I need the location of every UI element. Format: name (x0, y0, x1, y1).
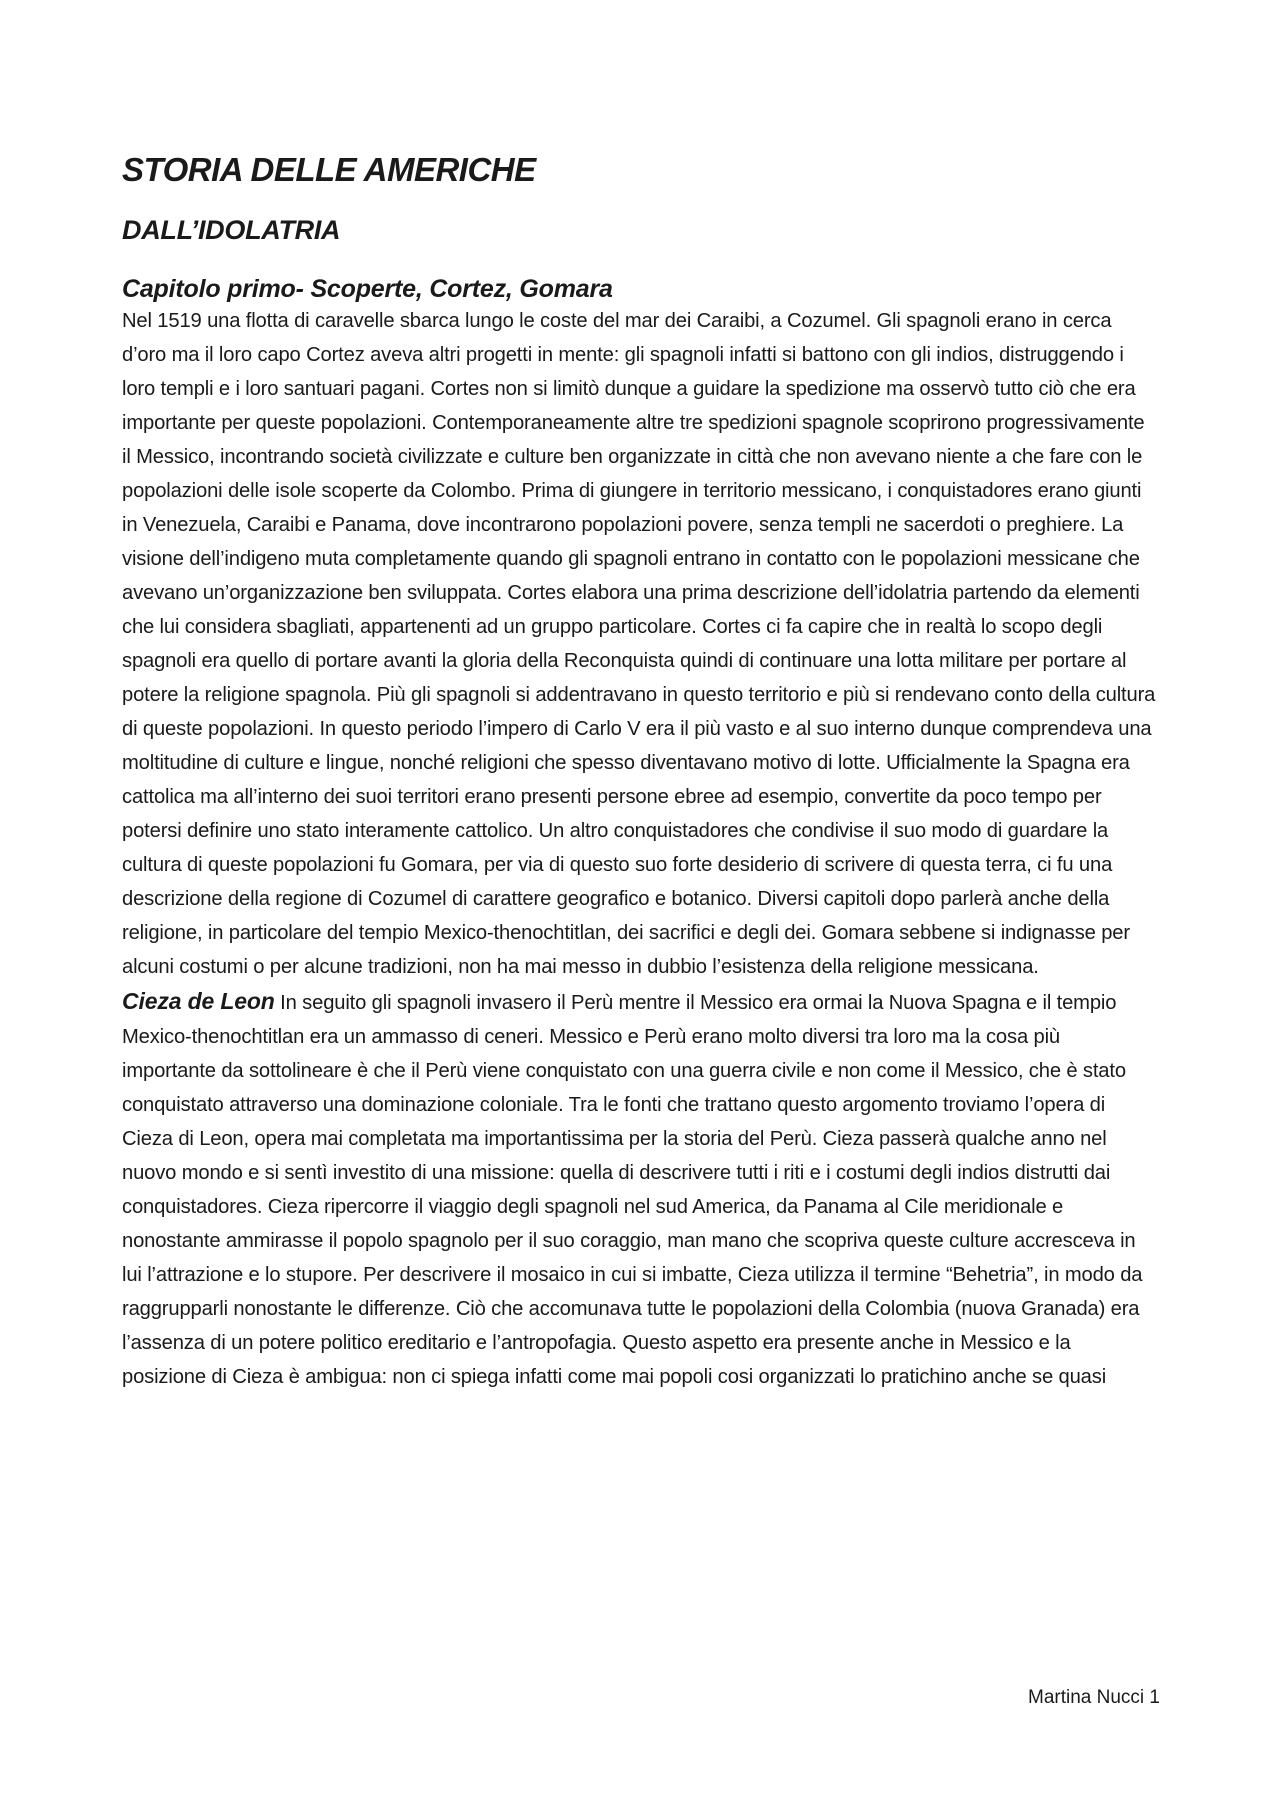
paragraph-2-container (122, 984, 1158, 1394)
section-heading-cieza: Cieza de Leon (122, 987, 275, 1014)
document-title: STORIA DELLE AMERICHE (122, 151, 536, 188)
document-page (122, 150, 1158, 1394)
paragraph-1: Nel 1519 una flotta di caravelle sbarca lungo le coste del mar dei Caraibi, a Cozumel. Gli spagnoli erano in cerca d’oro ma il loro capo Cortez aveva altri progetti in mente: gli spagnoli infatti si battono con gli indios, distruggendo i loro templi e i loro santuari pagani. Cortes non si limitò dunque a guidare la spedizione ma osservò tutto ciò che era importante per queste popolazioni. Contemporaneamente altre tre spedizioni spagnole scoprirono progressivamente il Messico, incontrando società civilizzate e culture ben organizzate in città che non avevano niente a che fare con le popolazioni delle isole scoperte da Colombo. Prima di giungere in territorio messicano, i conquistadores erano giunti in Venezuela, Caraibi e Panama, dove incontrarono popolazioni povere, senza templi ne sacerdoti o preghiere. La visione dell’indigeno muta completamente quando gli spagnoli entrano in contatto con le popolazioni messicane che avevano un’organizzazione ben sviluppata. Cortes elabora una prima descrizione dell’idolatria partendo da elementi che lui considera sbagliati, appartenenti ad un gruppo particolare. Cortes ci fa capire che in realtà lo scopo degli spagnoli era quello di portare avanti la gloria della Reconquista quindi di continuare una lotta militare per portare al potere la religione spagnola. Più gli spagnoli si addentravano in questo territorio e più si rendevano conto della cultura di queste popolazioni. In questo periodo l’impero di Carlo V era il più vasto e al suo interno dunque comprendeva una moltitudine di culture e lingue, nonché religioni che spesso diventavano motivo di lotte. Ufficialmente la Spagna era cattolica ma all’interno dei suoi territori erano presenti persone ebree ad esempio, convertite da poco tempo per potersi definire uno stato interamente cattolico. Un altro conquistadores che condivise il suo modo di guardare la cultura di queste popolazioni fu Gomara, per via di questo suo forte desiderio di scrivere di questa terra, ci fu una descrizione della regione di Cozumel di carattere geografico e botanico. Diversi capitoli dopo parlerà anche della religione, in particolare del tempio Mexico-thenochtitlan, dei sacrifici e degli dei. Gomara sebbene si indignasse per alcuni costumi o per alcune tradizioni, non ha mai messo in dubbio l’esistenza della religione messicana. (122, 309, 1156, 978)
paragraph-2: In seguito gli spagnoli invasero il Perù mentre il Messico era ormai la Nuova Spagna e il tempio Mexico-thenochtitlan era un ammasso di ceneri. Messico e Perù erano molto diversi tra loro ma la cosa più importante da sottolineare è che il Perù viene conquistato con una guerra civile e non come il Messico, che è stato conquistato attraverso una dominazione coloniale. Tra le fonti che trattano questo argomento troviamo l’opera di Cieza di Leon, opera mai completata ma importantissima per la storia del Perù. Cieza passerà qualche anno nel nuovo mondo e si sentì investito di una missione: quella di descrivere tutti i riti e i costumi degli indios distrutti dai conquistadores. Cieza ripercorre il viaggio degli spagnoli nel sud America, da Panama al Cile meridionale e nonostante ammirasse il popolo spagnolo per il suo coraggio, man mano che scopriva queste culture accresceva in lui l’attrazione e lo stupore. Per descrivere il mosaico in cui si imbatte, Cieza utilizza il termine “Behetria”, in modo da raggrupparli nonostante le differenze. Ciò che accomunava tutte le popolazioni della Colombia (nuova Granada) era l’assenza di un potere politico ereditario e l’antropofagia. Questo aspetto era presente anche in Messico e la posizione di Cieza è ambigua: non ci spiega infatti come mai popoli cosi organizzati lo pratichino anche se quasi (122, 991, 1143, 1388)
page-footer: Martina Nucci 1 (1028, 1687, 1160, 1708)
chapter-title: Capitolo primo- Scoperte, Cortez, Gomara (122, 274, 613, 303)
document-subtitle: DALL’IDOLATRIA (122, 214, 341, 245)
